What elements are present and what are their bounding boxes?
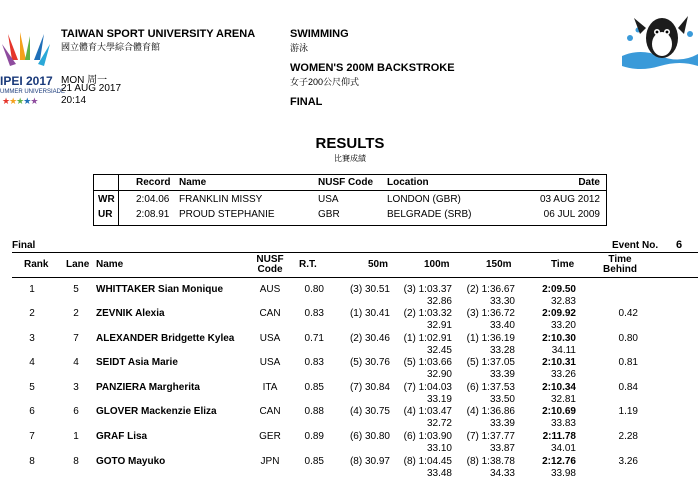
result-100m: (3) 1:03.37 bbox=[403, 284, 452, 295]
col-rt: R.T. bbox=[299, 259, 317, 270]
record-date: 06 JUL 2009 bbox=[543, 209, 600, 220]
result-100m-split: 32.90 bbox=[426, 369, 452, 380]
result-time-behind: 0.81 bbox=[618, 357, 638, 368]
result-rank: 2 bbox=[29, 308, 35, 319]
result-100m: (7) 1:04.03 bbox=[403, 382, 452, 393]
result-100m-split: 32.86 bbox=[426, 296, 452, 307]
result-rt: 0.71 bbox=[304, 333, 324, 344]
record-type: UR bbox=[98, 209, 113, 220]
records-header-record: Record bbox=[136, 177, 171, 188]
result-50m: (6) 30.80 bbox=[349, 431, 390, 442]
result-150m-split: 33.28 bbox=[489, 345, 515, 356]
result-100m: (5) 1:03.66 bbox=[403, 357, 452, 368]
result-100m-split: 33.48 bbox=[426, 468, 452, 479]
record-nusf: USA bbox=[318, 194, 339, 205]
result-time: 2:09.92 bbox=[542, 308, 576, 319]
result-150m: (3) 1:36.72 bbox=[466, 308, 515, 319]
record-time: 2:08.91 bbox=[136, 209, 170, 220]
result-nusf: CAN bbox=[259, 406, 281, 417]
result-name: SEIDT Asia Marie bbox=[96, 357, 178, 368]
result-150m: (6) 1:37.53 bbox=[466, 382, 515, 393]
result-name: GOTO Mayuko bbox=[96, 456, 166, 467]
col-50m: 50m bbox=[368, 259, 389, 270]
result-time: 2:11.78 bbox=[542, 431, 576, 442]
result-lane: 2 bbox=[73, 308, 79, 319]
phase-name: FINAL bbox=[290, 96, 323, 108]
result-150m-split: 33.40 bbox=[489, 320, 515, 331]
universiade-logo bbox=[0, 30, 66, 110]
result-name: PANZIERA Margherita bbox=[96, 382, 200, 393]
col-nusf: NUSF bbox=[256, 254, 284, 265]
page-title-zh: 比賽成績 bbox=[334, 154, 366, 163]
result-rank: 6 bbox=[29, 406, 35, 417]
result-time: 2:10.34 bbox=[542, 382, 576, 393]
record-date: 03 AUG 2012 bbox=[539, 194, 600, 205]
result-rt: 0.85 bbox=[304, 382, 324, 393]
result-time: 2:12.76 bbox=[542, 456, 576, 467]
result-time-split: 33.83 bbox=[550, 418, 576, 429]
result-100m: (6) 1:03.90 bbox=[403, 431, 452, 442]
col-time-behind: Time bbox=[608, 254, 632, 265]
result-150m-split: 33.39 bbox=[489, 369, 515, 380]
result-time-behind: 0.80 bbox=[618, 333, 638, 344]
result-time-split: 34.11 bbox=[551, 345, 576, 356]
records-header-name: Name bbox=[179, 177, 207, 188]
venue-name-zh: 國立體育大學綜合體育館 bbox=[61, 42, 161, 52]
records-header-nusf: NUSF Code bbox=[318, 177, 373, 188]
record-type: WR bbox=[98, 194, 115, 205]
result-rt: 0.85 bbox=[304, 456, 324, 467]
result-rank: 1 bbox=[29, 284, 35, 295]
result-150m: (1) 1:36.19 bbox=[466, 333, 515, 344]
result-rank: 5 bbox=[29, 382, 35, 393]
result-100m: (8) 1:04.45 bbox=[403, 456, 452, 467]
result-nusf: ITA bbox=[262, 382, 278, 393]
result-lane: 3 bbox=[73, 382, 79, 393]
result-rt: 0.89 bbox=[304, 431, 324, 442]
result-50m: (2) 30.46 bbox=[349, 333, 390, 344]
result-100m-split: 32.72 bbox=[426, 418, 452, 429]
col-time-behind-2: Behind bbox=[603, 264, 637, 275]
result-rank: 7 bbox=[29, 431, 35, 442]
result-time: 2:10.69 bbox=[542, 406, 576, 417]
result-name: GLOVER Mackenzie Eliza bbox=[96, 406, 217, 417]
logo-subtext: UMMER UNIVERSIADE bbox=[0, 89, 66, 95]
result-lane: 6 bbox=[73, 406, 79, 417]
result-rank: 4 bbox=[29, 357, 35, 368]
result-time-behind: 2.28 bbox=[618, 431, 638, 442]
col-rank: Rank bbox=[24, 259, 49, 270]
col-nusf-code: Code bbox=[257, 264, 283, 275]
result-nusf: JPN bbox=[260, 456, 280, 467]
day-label: MON 周一 bbox=[61, 75, 108, 86]
result-lane: 4 bbox=[73, 357, 79, 368]
result-time: 2:10.31 bbox=[542, 357, 576, 368]
result-100m-split: 32.91 bbox=[426, 320, 452, 331]
result-50m: (8) 30.97 bbox=[349, 456, 390, 467]
section-label: Final bbox=[12, 240, 36, 251]
result-time: 2:09.50 bbox=[542, 284, 576, 295]
result-time-split: 33.98 bbox=[550, 468, 576, 479]
col-lane: Lane bbox=[66, 259, 90, 270]
result-50m: (3) 30.51 bbox=[349, 284, 390, 295]
result-rt: 0.80 bbox=[304, 284, 324, 295]
result-rank: 3 bbox=[29, 333, 35, 344]
universiade-emblem-icon bbox=[0, 30, 60, 74]
record-location: BELGRADE (SRB) bbox=[387, 209, 472, 220]
mascot-icon bbox=[620, 8, 700, 73]
result-nusf: AUS bbox=[259, 284, 281, 295]
result-150m-split: 33.50 bbox=[489, 394, 515, 405]
result-100m-split: 33.10 bbox=[426, 443, 452, 454]
sport-name: SWIMMING bbox=[290, 28, 349, 40]
result-nusf: CAN bbox=[259, 308, 281, 319]
records-header-date: Date bbox=[578, 177, 600, 188]
col-time: Time bbox=[551, 259, 575, 270]
result-100m: (4) 1:03.47 bbox=[403, 406, 452, 417]
result-50m: (4) 30.75 bbox=[349, 406, 390, 417]
result-time-split: 33.26 bbox=[550, 369, 576, 380]
record-location: LONDON (GBR) bbox=[387, 194, 461, 205]
result-150m-split: 33.39 bbox=[489, 418, 515, 429]
result-time-behind: 1.19 bbox=[618, 406, 638, 417]
result-150m: (4) 1:36.86 bbox=[466, 406, 515, 417]
records-header-location: Location bbox=[387, 177, 429, 188]
col-name: Name bbox=[96, 259, 124, 270]
result-time-split: 34.01 bbox=[550, 443, 576, 454]
record-name: FRANKLIN MISSY bbox=[179, 194, 263, 205]
result-150m-split: 34.33 bbox=[489, 468, 515, 479]
result-lane: 1 bbox=[73, 431, 79, 442]
result-lane: 5 bbox=[73, 284, 79, 295]
result-time-behind: 0.42 bbox=[618, 308, 638, 319]
result-150m: (7) 1:37.77 bbox=[466, 431, 515, 442]
result-time-split: 33.20 bbox=[550, 320, 576, 331]
result-100m: (2) 1:03.32 bbox=[403, 308, 452, 319]
time-label: 20:14 bbox=[61, 95, 87, 106]
result-150m-split: 33.87 bbox=[489, 443, 515, 454]
record-time: 2:04.06 bbox=[136, 194, 170, 205]
result-nusf: USA bbox=[259, 357, 281, 368]
result-time-behind: 3.26 bbox=[618, 456, 638, 467]
result-rank: 8 bbox=[29, 456, 35, 467]
result-lane: 8 bbox=[73, 456, 79, 467]
result-rt: 0.83 bbox=[304, 308, 324, 319]
result-name: ALEXANDER Bridgette Kylea bbox=[96, 333, 235, 344]
result-100m-split: 33.19 bbox=[426, 394, 452, 405]
result-name: ZEVNIK Alexia bbox=[96, 308, 165, 319]
col-150m: 150m bbox=[486, 259, 512, 270]
logo-stars-icon: ★★★★★ bbox=[2, 96, 38, 106]
result-time-behind: 0.84 bbox=[618, 382, 638, 393]
page-title: RESULTS bbox=[315, 135, 385, 152]
table-row bbox=[0, 431, 700, 455]
table-row bbox=[0, 308, 700, 332]
result-100m-split: 32.45 bbox=[426, 345, 452, 356]
venue-name: TAIWAN SPORT UNIVERSITY ARENA bbox=[61, 28, 256, 40]
result-time-split: 32.83 bbox=[550, 296, 576, 307]
date-label: 21 AUG 2017 bbox=[61, 83, 122, 94]
result-100m: (1) 1:02.91 bbox=[403, 333, 452, 344]
result-nusf: GER bbox=[259, 431, 281, 442]
result-time-split: 32.81 bbox=[550, 394, 576, 405]
logo-text: IPEI 2017 bbox=[0, 74, 53, 88]
result-50m: (1) 30.41 bbox=[349, 308, 390, 319]
sport-name-zh: 游泳 bbox=[290, 43, 309, 53]
event-name: WOMEN'S 200M BACKSTROKE bbox=[290, 62, 455, 74]
result-rt: 0.88 bbox=[304, 406, 324, 417]
result-time: 2:10.30 bbox=[542, 333, 576, 344]
table-row bbox=[0, 357, 700, 381]
result-150m: (2) 1:36.67 bbox=[466, 284, 515, 295]
col-100m: 100m bbox=[424, 259, 450, 270]
result-50m: (5) 30.76 bbox=[349, 357, 390, 368]
result-150m: (5) 1:37.05 bbox=[466, 357, 515, 368]
record-nusf: GBR bbox=[318, 209, 340, 220]
table-row bbox=[0, 333, 700, 357]
result-lane: 7 bbox=[73, 333, 79, 344]
result-150m: (8) 1:38.78 bbox=[466, 456, 515, 467]
table-row bbox=[0, 456, 700, 480]
result-150m-split: 33.30 bbox=[489, 296, 515, 307]
table-row bbox=[0, 284, 700, 308]
result-name: GRAF Lisa bbox=[96, 431, 148, 442]
record-name: PROUD STEPHANIE bbox=[179, 209, 275, 220]
result-name: WHITTAKER Sian Monique bbox=[96, 284, 224, 295]
table-row bbox=[0, 406, 700, 430]
result-50m: (7) 30.84 bbox=[349, 382, 390, 393]
table-row bbox=[0, 382, 700, 406]
result-rt: 0.83 bbox=[304, 357, 324, 368]
event-number-label: Event No. bbox=[612, 240, 659, 251]
event-number: 6 bbox=[676, 239, 683, 251]
event-name-zh: 女子200公尺仰式 bbox=[290, 77, 360, 87]
result-nusf: USA bbox=[259, 333, 281, 344]
